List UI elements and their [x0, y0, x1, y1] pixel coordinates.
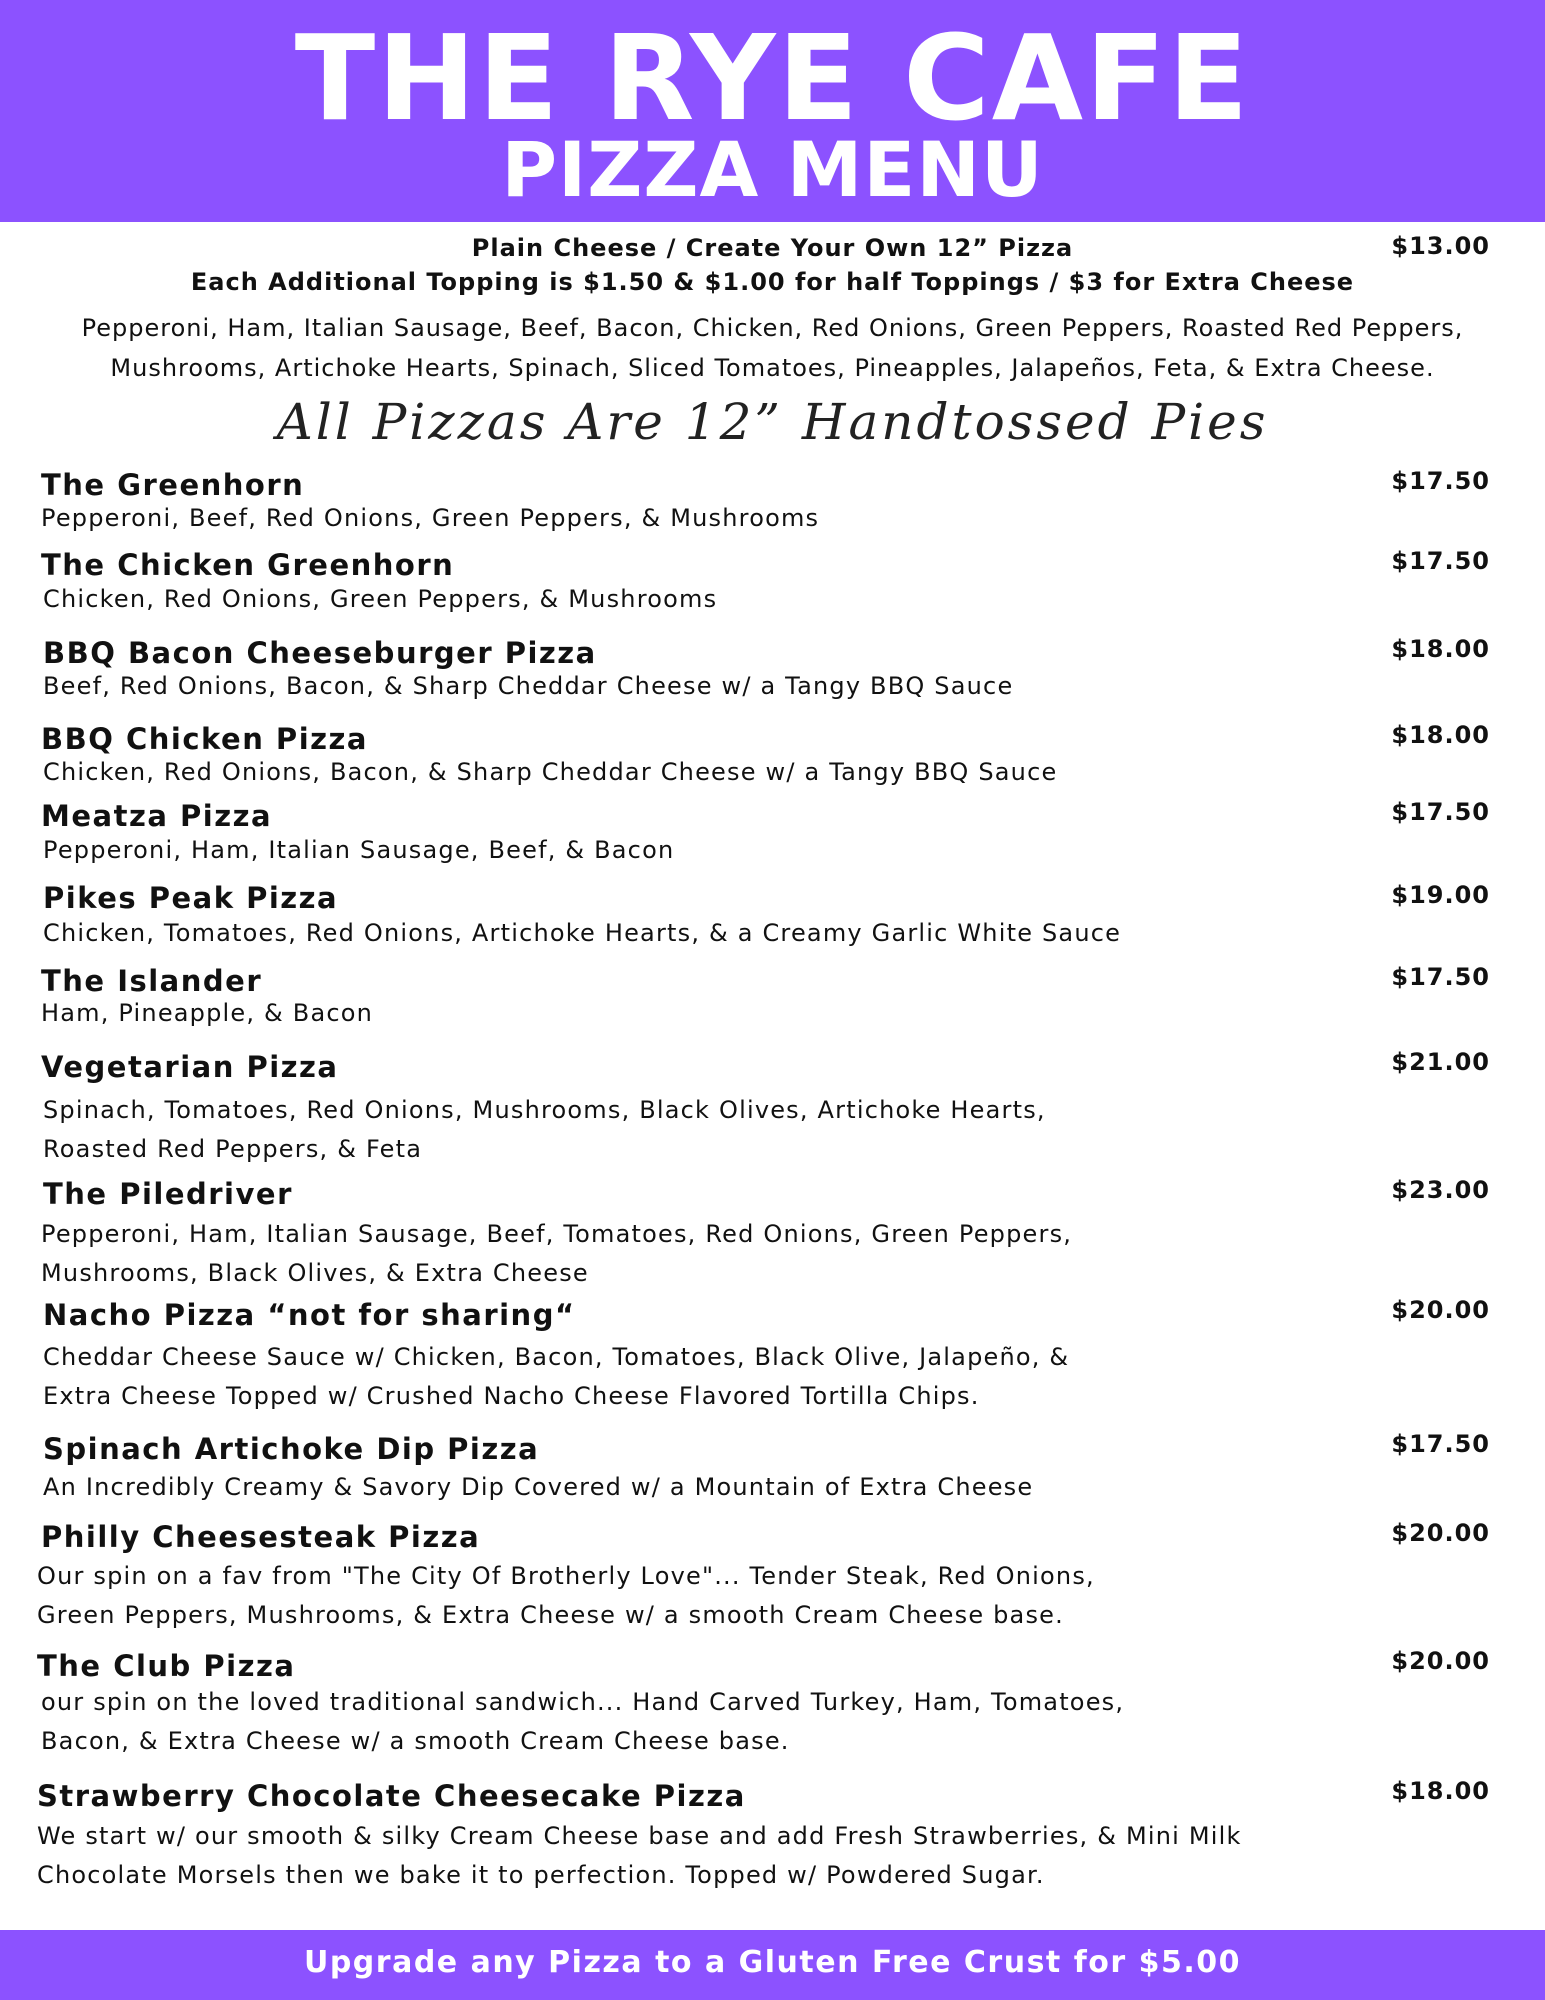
item-price: $23.00	[1391, 1176, 1490, 1204]
item-description: An Incredibly Creamy & Savory Dip Covered w/ a Mountain of Extra Cheese	[43, 1473, 1034, 1501]
item-price: $18.00	[1391, 721, 1490, 749]
item-price: $18.00	[1391, 635, 1490, 663]
toppings-line: Mushrooms, Artichoke Hearts, Spinach, Sliced Tomatoes, Pineapples, Jalapeños, Feta, & Extra Cheese.	[110, 354, 1435, 382]
gluten-free-banner: Upgrade any Pizza to a Gluten Free Crust for $5.00	[0, 1930, 1545, 2000]
item-price: $17.50	[1391, 467, 1490, 495]
cafe-title: THE RYE CAFE	[294, 9, 1251, 147]
item-description: Pepperoni, Ham, Italian Sausage, Beef, & Bacon	[43, 836, 675, 864]
tagline: All Pizzas Are 12” Handtossed Pies	[276, 393, 1269, 451]
item-description: our spin on the loved traditional sandwich... Hand Carved Turkey, Ham, Tomatoes, Bacon, & Extra Cheese w/ a smooth Cream Cheese base.	[41, 1688, 1125, 1755]
item-price: $17.50	[1391, 547, 1490, 575]
item-name: The Greenhorn	[41, 468, 305, 502]
item-description: Pepperoni, Beef, Red Onions, Green Peppers, & Mushrooms	[41, 504, 820, 532]
item-name: Strawberry Chocolate Cheesecake Pizza	[37, 1779, 746, 1813]
plain-cheese-price: $13.00	[1391, 232, 1490, 260]
item-price: $20.00	[1391, 1519, 1490, 1547]
item-description: Pepperoni, Ham, Italian Sausage, Beef, Tomatoes, Red Onions, Green Peppers, Mushrooms, Black Olives, & Extra Cheese	[41, 1220, 1073, 1287]
item-name: Pikes Peak Pizza	[43, 881, 339, 915]
menu-header	[0, 0, 1545, 222]
plain-cheese-line: Plain Cheese / Create Your Own 12” Pizza	[471, 234, 1074, 262]
item-price: $17.50	[1391, 798, 1490, 826]
item-description: Ham, Pineapple, & Bacon	[41, 999, 374, 1027]
item-description: Chicken, Tomatoes, Red Onions, Artichoke Hearts, & a Creamy Garlic White Sauce	[43, 919, 1122, 947]
item-price: $21.00	[1391, 1048, 1490, 1076]
toppings-line: Pepperoni, Ham, Italian Sausage, Beef, Bacon, Chicken, Red Onions, Green Peppers, Roasted Red Peppers,	[81, 314, 1464, 342]
item-price: $18.00	[1391, 1777, 1490, 1805]
item-name: The Piledriver	[43, 1177, 293, 1211]
item-price: $20.00	[1391, 1647, 1490, 1675]
item-description: Beef, Red Onions, Bacon, & Sharp Cheddar Cheese w/ a Tangy BBQ Sauce	[43, 672, 1014, 700]
menu-subtitle: PIZZA MENU	[501, 125, 1044, 214]
item-name: BBQ Chicken Pizza	[41, 722, 368, 756]
item-price: $17.50	[1391, 963, 1490, 991]
item-name: Philly Cheesesteak Pizza	[41, 1520, 481, 1554]
item-name: Spinach Artichoke Dip Pizza	[43, 1432, 540, 1466]
item-price: $20.00	[1391, 1296, 1490, 1324]
item-name: The Club Pizza	[37, 1649, 296, 1683]
item-name: Nacho Pizza “not for sharing“	[43, 1298, 576, 1332]
item-description: Chicken, Red Onions, Green Peppers, & Mushrooms	[43, 585, 718, 613]
item-description: We start w/ our smooth & silky Cream Cheese base and add Fresh Strawberries, & Mini Milk Chocolate Morsels then we bake it to perfection. Topped w/ Powdered Sugar.	[37, 1822, 1242, 1889]
item-name: Meatza Pizza	[41, 799, 273, 833]
toppings-list	[40, 308, 1505, 388]
item-name: Vegetarian Pizza	[41, 1050, 339, 1084]
item-description: Our spin on a fav from "The City Of Brotherly Love"... Tender Steak, Red Onions, Green Peppers, Mushrooms, & Extra Cheese w/ a smooth Cream Cheese base.	[37, 1562, 1095, 1629]
item-description: Spinach, Tomatoes, Red Onions, Mushrooms, Black Olives, Artichoke Hearts, Roasted Red Peppers, & Feta	[43, 1096, 1046, 1163]
item-name: The Chicken Greenhorn	[41, 548, 455, 582]
item-price: $17.50	[1391, 1430, 1490, 1458]
topping-pricing-line: Each Additional Topping is $1.50 & $1.00 for half Toppings / $3 for Extra Cheese	[190, 268, 1355, 296]
item-description: Cheddar Cheese Sauce w/ Chicken, Bacon, Tomatoes, Black Olive, Jalapeño, & Extra Cheese Topped w/ Crushed Nacho Cheese Flavored Tortilla Chips.	[43, 1343, 1070, 1410]
item-description: Chicken, Red Onions, Bacon, & Sharp Cheddar Cheese w/ a Tangy BBQ Sauce	[43, 758, 1058, 786]
item-price: $19.00	[1391, 881, 1490, 909]
item-name: BBQ Bacon Cheeseburger Pizza	[43, 636, 597, 670]
item-name: The Islander	[41, 964, 263, 998]
